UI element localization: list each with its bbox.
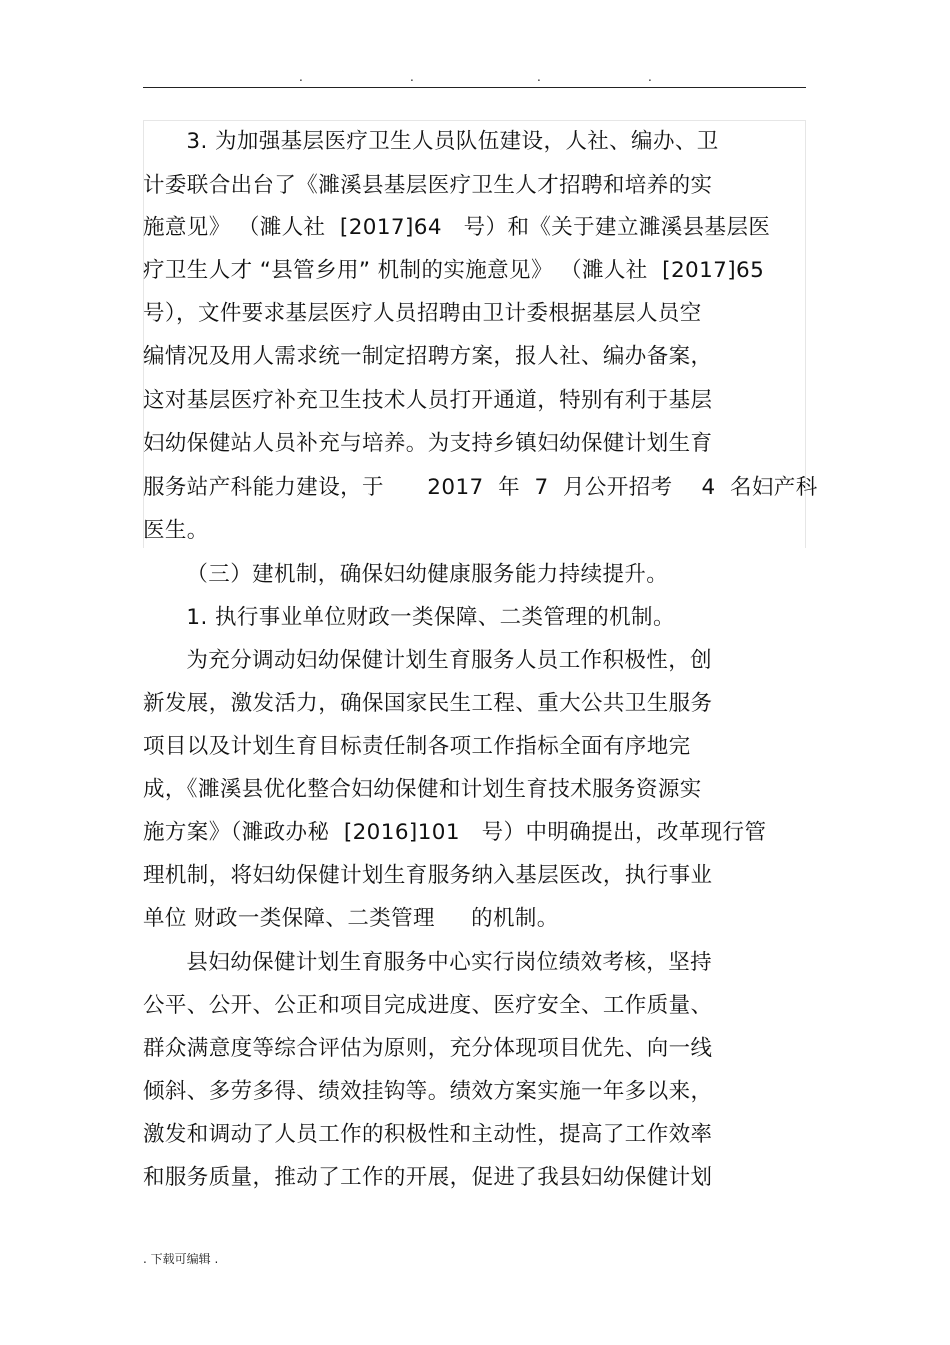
text-line: 号），文件要求基层医疗人员招聘由卫计委根据基层人员空 [143, 301, 702, 326]
page-header-dots [0, 70, 950, 84]
section-heading: （三）建机制，确保妇幼健康服务能力持续提升。 [143, 562, 669, 587]
text-line: 项目以及计划生育目标责任制各项工作指标全面有序地完 [143, 734, 691, 759]
text-line: 倾斜、多劳多得、绩效挂钩等。绩效方案实施一年多以来， [143, 1079, 713, 1104]
text-line: 这对基层医疗补充卫生技术人员打开通道，特别有利于基层 [143, 388, 713, 413]
text-line: 计委联合出台了《濉溪县基层医疗卫生人才招聘和培养的实 [143, 173, 713, 198]
text-line: 妇幼保健站人员补充与培养。为支持乡镇妇幼保健计划生育 [143, 431, 713, 456]
text-line: 县妇幼保健计划生育服务中心实行岗位绩效考核，坚持 [143, 950, 713, 975]
text-line: 公平、公开、公正和项目完成进度、医疗安全、工作质量、 [143, 993, 713, 1018]
text-line: 单位 财政一类保障、二类管理 的机制。 [143, 906, 559, 931]
text-line: 施方案》（濉政办秘 [2016]101 号）中明确提出，改革现行管 [143, 820, 767, 845]
text-line: 施意见》 （濉人社 [2017]64 号）和《关于建立濉溪县基层医 [143, 215, 771, 240]
text-line: 服务站产科能力建设，于 2017 年 7 月公开招考 4 名妇产科 [143, 475, 818, 500]
header-rule [143, 87, 806, 88]
header-dot: . [537, 70, 541, 84]
subsection-heading: 1. 执行事业单位财政一类保障、二类管理的机制。 [143, 605, 675, 630]
header-dot: . [299, 70, 303, 84]
text-line: 3. 为加强基层医疗卫生人员队伍建设，人社、编办、卫 [143, 129, 719, 154]
text-line: 激发和调动了人员工作的积极性和主动性，提高了工作效率 [143, 1122, 713, 1147]
text-line: 成，《濉溪县优化整合妇幼保健和计划生育技术服务资源实 [143, 777, 702, 802]
text-line: 理机制，将妇幼保健计划生育服务纳入基层医改，执行事业 [143, 863, 713, 888]
text-line: 编情况及用人需求统一制定招聘方案，报人社、编办备案， [143, 344, 713, 369]
page-footer: . 下载可编辑 . [143, 1252, 219, 1266]
header-dot: . [648, 70, 652, 84]
text-line: 群众满意度等综合评估为原则，充分体现项目优先、向一线 [143, 1036, 713, 1061]
text-line: 和服务质量，推动了工作的开展，促进了我县妇幼保健计划 [143, 1165, 713, 1190]
text-line: 为充分调动妇幼保健计划生育服务人员工作积极性，创 [143, 648, 713, 673]
text-line: 新发展，激发活力，确保国家民生工程、重大公共卫生服务 [143, 691, 713, 716]
text-line: 疗卫生人才 “县管乡用” 机制的实施意见》 （濉人社 [2017]65 [143, 258, 765, 283]
header-dot: . [410, 70, 414, 84]
text-line: 医生。 [143, 518, 209, 543]
